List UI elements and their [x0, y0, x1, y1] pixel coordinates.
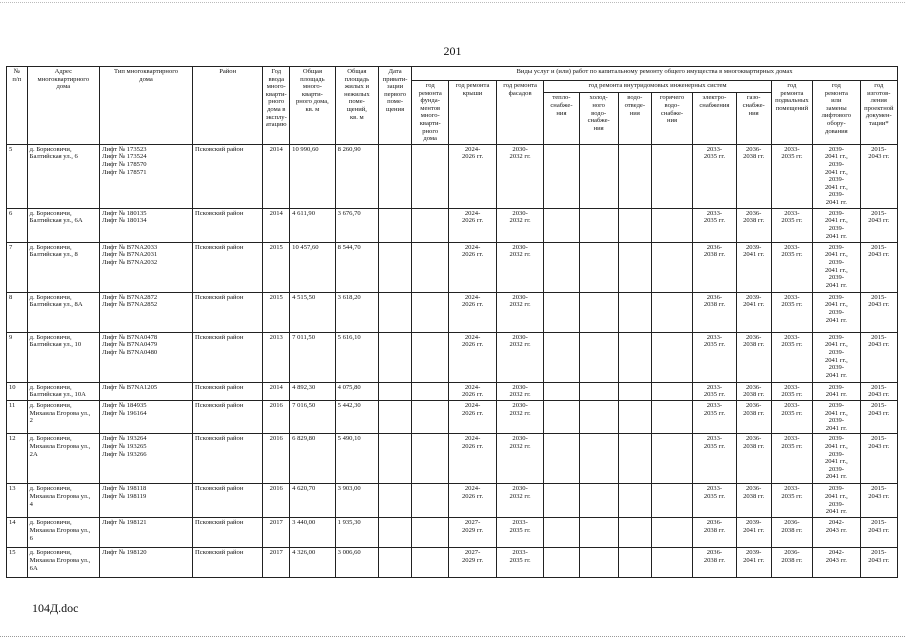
header-works-group: Виды услуг и (или) работ по капитальному ремонту общего имущества в многоквартирных домах [412, 67, 898, 81]
cell-foundation [412, 382, 449, 400]
cell-district: Псковский район [193, 484, 263, 518]
cell-cold-water [579, 144, 618, 208]
cell-foundation [412, 208, 449, 242]
cell-elevator: 2039- 2041 гг., 2039- 2041 гг. [813, 292, 861, 332]
cell-privatization-date [379, 242, 412, 292]
cell-year-commissioned: 2017 [263, 548, 290, 578]
cell-foundation [412, 144, 449, 208]
header-roof: год ремонта крыши [449, 81, 497, 145]
cell-foundation [412, 242, 449, 292]
cell-privatization-date [379, 144, 412, 208]
cell-number: 14 [7, 518, 28, 548]
cell-foundation [412, 400, 449, 433]
cell-design-docs: 2015- 2043 гг. [860, 382, 897, 400]
cell-elevator: 2042- 2043 гг. [813, 548, 861, 578]
cell-year-commissioned: 2014 [263, 382, 290, 400]
cell-residential-area: 1 935,30 [335, 518, 378, 548]
cell-design-docs: 2015- 2043 гг. [860, 242, 897, 292]
cell-elevator: 2039- 2041 гг., 2039- 2041 гг., 2039- 2041 гг. [813, 332, 861, 382]
cell-hot-water [651, 548, 692, 578]
header-address: Адрес многоквартирного дома [27, 67, 99, 145]
cell-roof: 2027- 2029 гг. [449, 518, 497, 548]
cell-sewer [618, 400, 651, 433]
cell-design-docs: 2015- 2043 гг. [860, 332, 897, 382]
cell-basement: 2036- 2038 гг. [771, 548, 812, 578]
cell-privatization-date [379, 382, 412, 400]
cell-address: д. Борисовичи, Михаила Егорова ул., 6 [27, 518, 99, 548]
cell-cold-water [579, 292, 618, 332]
cell-heat-supply [544, 242, 579, 292]
cell-number: 10 [7, 382, 28, 400]
cell-gas-supply: 2036- 2038 гг. [736, 484, 771, 518]
scan-edge-bottom [0, 636, 905, 637]
cell-sewer [618, 382, 651, 400]
cell-design-docs: 2015- 2043 гг. [860, 518, 897, 548]
document-filename: 104Д.doc [32, 601, 79, 615]
cell-total-area: 4 620,70 [290, 484, 335, 518]
cell-privatization-date [379, 518, 412, 548]
cell-heat-supply [544, 434, 579, 484]
cell-cold-water [579, 242, 618, 292]
header-elevator: год ремонта или замены лифтового обору- дования [813, 81, 861, 145]
cell-address: д. Борисовичи, Балтийская ул., 6 [27, 144, 99, 208]
cell-residential-area: 5 490,10 [335, 434, 378, 484]
cell-electric-supply: 2036- 2038 гг. [693, 518, 736, 548]
table-row [7, 484, 898, 518]
header-foundation: год ремонта фунда- ментов много- кварти- рного дома [412, 81, 449, 145]
header-sewer: водо- отведе- ния [618, 93, 651, 144]
cell-heat-supply [544, 292, 579, 332]
cell-heat-supply [544, 400, 579, 433]
repair-schedule-table [6, 66, 898, 578]
header-basement: год ремонта подвальных помещений [771, 81, 812, 145]
cell-year-commissioned: 2014 [263, 208, 290, 242]
cell-facade: 2030- 2032 гг. [496, 400, 544, 433]
cell-facade: 2033- 2035 гг. [496, 518, 544, 548]
cell-district: Псковский район [193, 434, 263, 484]
cell-residential-area: 5 616,10 [335, 332, 378, 382]
scan-edge-top [0, 2, 905, 3]
cell-number: 15 [7, 548, 28, 578]
cell-roof: 2024- 2026 гг. [449, 242, 497, 292]
cell-facade: 2030- 2032 гг. [496, 332, 544, 382]
cell-hot-water [651, 484, 692, 518]
cell-heat-supply [544, 484, 579, 518]
cell-total-area: 4 611,90 [290, 208, 335, 242]
cell-building-type: Лифт № 198121 [100, 518, 193, 548]
cell-year-commissioned: 2014 [263, 144, 290, 208]
cell-total-area: 10 457,60 [290, 242, 335, 292]
cell-cold-water [579, 434, 618, 484]
cell-elevator: 2039- 2041 гг., 2039- 2041 гг. [813, 208, 861, 242]
cell-heat-supply [544, 208, 579, 242]
cell-privatization-date [379, 332, 412, 382]
header-heat-supply: тепло- снабже- ния [544, 93, 579, 144]
cell-privatization-date [379, 434, 412, 484]
cell-basement: 2033- 2035 гг. [771, 144, 812, 208]
table-row [7, 208, 898, 242]
cell-total-area: 10 990,60 [290, 144, 335, 208]
cell-sewer [618, 484, 651, 518]
cell-gas-supply: 2036- 2038 гг. [736, 144, 771, 208]
cell-year-commissioned: 2017 [263, 518, 290, 548]
cell-electric-supply: 2036- 2038 гг. [693, 242, 736, 292]
cell-hot-water [651, 242, 692, 292]
cell-total-area: 4 515,50 [290, 292, 335, 332]
header-residential-area: Общая площадь жилых и нежилых поме- щений, кв. м [335, 67, 378, 145]
cell-cold-water [579, 208, 618, 242]
cell-design-docs: 2015- 2043 гг. [860, 208, 897, 242]
cell-hot-water [651, 208, 692, 242]
cell-facade: 2030- 2032 гг. [496, 144, 544, 208]
cell-elevator: 2039- 2041 гг., 2039- 2041 гг., 2039- 2041 гг. [813, 242, 861, 292]
header-gas-supply: газо- снабже- ния [736, 93, 771, 144]
cell-gas-supply: 2036- 2038 гг. [736, 434, 771, 484]
cell-elevator: 2039- 2041 гг., 2039- 2041 гг. [813, 484, 861, 518]
table-row [7, 242, 898, 292]
cell-building-type: Лифт № B7NA1205 [100, 382, 193, 400]
cell-cold-water [579, 400, 618, 433]
cell-total-area: 7 016,50 [290, 400, 335, 433]
cell-facade: 2033- 2035 гг. [496, 548, 544, 578]
cell-gas-supply: 2036- 2038 гг. [736, 332, 771, 382]
cell-elevator: 2039- 2041 гг., 2039- 2041 гг., 2039- 2041 гг. [813, 434, 861, 484]
cell-sewer [618, 292, 651, 332]
cell-address: д. Борисовичи, Михаила Егорова ул., 2 [27, 400, 99, 433]
cell-year-commissioned: 2016 [263, 434, 290, 484]
cell-electric-supply: 2033- 2035 гг. [693, 208, 736, 242]
cell-cold-water [579, 484, 618, 518]
cell-basement: 2033- 2035 гг. [771, 434, 812, 484]
cell-residential-area: 4 075,80 [335, 382, 378, 400]
cell-total-area: 6 829,80 [290, 434, 335, 484]
cell-heat-supply [544, 144, 579, 208]
cell-total-area: 4 892,30 [290, 382, 335, 400]
cell-district: Псковский район [193, 382, 263, 400]
cell-year-commissioned: 2015 [263, 292, 290, 332]
cell-year-commissioned: 2013 [263, 332, 290, 382]
cell-gas-supply: 2039- 2041 гг. [736, 292, 771, 332]
cell-basement: 2033- 2035 гг. [771, 208, 812, 242]
cell-number: 9 [7, 332, 28, 382]
cell-design-docs: 2015- 2043 гг. [860, 292, 897, 332]
cell-district: Псковский район [193, 208, 263, 242]
cell-electric-supply: 2033- 2035 гг. [693, 332, 736, 382]
cell-design-docs: 2015- 2043 гг. [860, 548, 897, 578]
cell-gas-supply: 2036- 2038 гг. [736, 382, 771, 400]
cell-sewer [618, 332, 651, 382]
cell-district: Псковский район [193, 518, 263, 548]
cell-roof: 2027- 2029 гг. [449, 548, 497, 578]
cell-hot-water [651, 144, 692, 208]
header-cold-water: холод- ного водо- снабже- ния [579, 93, 618, 144]
cell-privatization-date [379, 208, 412, 242]
header-total-area: Общая площадь много- кварти- рного дома, кв. м [290, 67, 335, 145]
cell-building-type: Лифт № B7NA2033 Лифт № B7NA2031 Лифт № B7NA2032 [100, 242, 193, 292]
cell-elevator: 2039- 2041 гг., 2039- 2041 гг., 2039- 2041 гг., 2039- 2041 гг. [813, 144, 861, 208]
cell-hot-water [651, 332, 692, 382]
cell-foundation [412, 332, 449, 382]
cell-basement: 2033- 2035 гг. [771, 484, 812, 518]
cell-residential-area: 5 442,30 [335, 400, 378, 433]
cell-facade: 2030- 2032 гг. [496, 382, 544, 400]
cell-hot-water [651, 434, 692, 484]
header-design-docs: год изготов- ления проектной докумен- тации* [860, 81, 897, 145]
cell-number: 8 [7, 292, 28, 332]
table-row [7, 400, 898, 433]
cell-building-type: Лифт № B7NA0478 Лифт № B7NA0479 Лифт № B7NA0480 [100, 332, 193, 382]
cell-residential-area: 3 618,20 [335, 292, 378, 332]
cell-sewer [618, 434, 651, 484]
cell-electric-supply: 2036- 2038 гг. [693, 292, 736, 332]
cell-roof: 2024- 2026 гг. [449, 144, 497, 208]
cell-foundation [412, 292, 449, 332]
header-hot-water: горячего водо- снабже- ния [651, 93, 692, 144]
table-row [7, 434, 898, 484]
header-building-type: Тип многоквартирного дома [100, 67, 193, 145]
cell-electric-supply: 2033- 2035 гг. [693, 434, 736, 484]
cell-roof: 2024- 2026 гг. [449, 400, 497, 433]
cell-roof: 2024- 2026 гг. [449, 332, 497, 382]
header-privatization-date: Дата привати- зации первого поме- щения [379, 67, 412, 145]
cell-gas-supply: 2039- 2041 гг. [736, 548, 771, 578]
cell-foundation [412, 484, 449, 518]
cell-residential-area: 8 260,90 [335, 144, 378, 208]
cell-year-commissioned: 2015 [263, 242, 290, 292]
cell-address: д. Борисовичи, Балтийская ул., 10А [27, 382, 99, 400]
cell-number: 12 [7, 434, 28, 484]
cell-roof: 2024- 2026 гг. [449, 484, 497, 518]
cell-facade: 2030- 2032 гг. [496, 242, 544, 292]
cell-district: Псковский район [193, 144, 263, 208]
cell-address: д. Борисовичи, Балтийская ул., 6А [27, 208, 99, 242]
cell-hot-water [651, 518, 692, 548]
header-engineering-group: год ремонта внутридомовых инженерных систем [544, 81, 771, 93]
cell-residential-area: 3 006,60 [335, 548, 378, 578]
cell-roof: 2024- 2026 гг. [449, 292, 497, 332]
cell-electric-supply: 2033- 2035 гг. [693, 400, 736, 433]
cell-basement: 2033- 2035 гг. [771, 382, 812, 400]
table-row [7, 548, 898, 578]
cell-building-type: Лифт № 198118 Лифт № 198119 [100, 484, 193, 518]
cell-building-type: Лифт № 184935 Лифт № 196164 [100, 400, 193, 433]
table-row [7, 292, 898, 332]
cell-number: 11 [7, 400, 28, 433]
cell-gas-supply: 2039- 2041 гг. [736, 242, 771, 292]
cell-gas-supply: 2036- 2038 гг. [736, 400, 771, 433]
page-number: 201 [443, 44, 462, 58]
cell-district: Псковский район [193, 292, 263, 332]
cell-roof: 2024- 2026 гг. [449, 208, 497, 242]
cell-heat-supply [544, 332, 579, 382]
cell-sewer [618, 518, 651, 548]
cell-cold-water [579, 332, 618, 382]
cell-gas-supply: 2039- 2041 гг. [736, 518, 771, 548]
header-year-commissioned: Год ввода много- кварти- рного дома в эксплу- атацию [263, 67, 290, 145]
cell-hot-water [651, 382, 692, 400]
cell-residential-area: 3 903,00 [335, 484, 378, 518]
cell-total-area: 4 326,00 [290, 548, 335, 578]
cell-privatization-date [379, 400, 412, 433]
cell-design-docs: 2015- 2043 гг. [860, 144, 897, 208]
cell-total-area: 7 011,50 [290, 332, 335, 382]
cell-heat-supply [544, 382, 579, 400]
cell-address: д. Борисовичи, Михаила Егорова ул., 4 [27, 484, 99, 518]
header-number: № п/п [7, 67, 28, 145]
cell-number: 13 [7, 484, 28, 518]
cell-address: д. Борисовичи, Михаила Егорова ул., 2А [27, 434, 99, 484]
cell-number: 7 [7, 242, 28, 292]
cell-cold-water [579, 548, 618, 578]
cell-electric-supply: 2036- 2038 гг. [693, 548, 736, 578]
cell-address: д. Борисовичи, Балтийская ул., 10 [27, 332, 99, 382]
cell-electric-supply: 2033- 2035 гг. [693, 484, 736, 518]
cell-foundation [412, 434, 449, 484]
cell-privatization-date [379, 548, 412, 578]
cell-building-type: Лифт № 180135 Лифт № 180134 [100, 208, 193, 242]
cell-building-type: Лифт № 173523 Лифт № 173524 Лифт № 178570 Лифт № 178571 [100, 144, 193, 208]
cell-design-docs: 2015- 2043 гг. [860, 400, 897, 433]
cell-elevator: 2042- 2043 гг. [813, 518, 861, 548]
cell-sewer [618, 144, 651, 208]
table-row [7, 518, 898, 548]
cell-elevator: 2039- 2041 гг. [813, 382, 861, 400]
cell-basement: 2033- 2035 гг. [771, 332, 812, 382]
cell-address: д. Борисовичи, Михаила Егорова ул., 6А [27, 548, 99, 578]
cell-number: 5 [7, 144, 28, 208]
cell-sewer [618, 242, 651, 292]
cell-privatization-date [379, 292, 412, 332]
cell-hot-water [651, 292, 692, 332]
cell-sewer [618, 548, 651, 578]
cell-foundation [412, 518, 449, 548]
cell-district: Псковский район [193, 242, 263, 292]
cell-heat-supply [544, 518, 579, 548]
cell-facade: 2030- 2032 гг. [496, 208, 544, 242]
cell-electric-supply: 2033- 2035 гг. [693, 144, 736, 208]
cell-gas-supply: 2036- 2038 гг. [736, 208, 771, 242]
cell-facade: 2030- 2032 гг. [496, 434, 544, 484]
cell-sewer [618, 208, 651, 242]
table-row [7, 382, 898, 400]
cell-building-type: Лифт № B7NA2872 Лифт № B7NA2852 [100, 292, 193, 332]
cell-residential-area: 3 676,70 [335, 208, 378, 242]
cell-roof: 2024- 2026 гг. [449, 434, 497, 484]
cell-address: д. Борисовичи, Балтийская ул., 8А [27, 292, 99, 332]
table-row [7, 144, 898, 208]
header-electric-supply: электро- снабжения [693, 93, 736, 144]
cell-facade: 2030- 2032 гг. [496, 484, 544, 518]
cell-total-area: 3 440,00 [290, 518, 335, 548]
cell-electric-supply: 2033- 2035 гг. [693, 382, 736, 400]
cell-design-docs: 2015- 2043 гг. [860, 484, 897, 518]
cell-basement: 2033- 2035 гг. [771, 292, 812, 332]
cell-cold-water [579, 382, 618, 400]
header-district: Район [193, 67, 263, 145]
cell-year-commissioned: 2016 [263, 400, 290, 433]
cell-address: д. Борисовичи, Балтийская ул., 8 [27, 242, 99, 292]
cell-elevator: 2039- 2041 гг., 2039- 2041 гг. [813, 400, 861, 433]
cell-roof: 2024- 2026 гг. [449, 382, 497, 400]
cell-basement: 2033- 2035 гг. [771, 242, 812, 292]
cell-building-type: Лифт № 193264 Лифт № 193265 Лифт № 193266 [100, 434, 193, 484]
cell-building-type: Лифт № 198120 [100, 548, 193, 578]
cell-district: Псковский район [193, 332, 263, 382]
cell-residential-area: 8 544,70 [335, 242, 378, 292]
header-facade: год ремонта фасадов [496, 81, 544, 145]
table-body [7, 144, 898, 578]
cell-district: Псковский район [193, 548, 263, 578]
cell-foundation [412, 548, 449, 578]
cell-district: Псковский район [193, 400, 263, 433]
cell-facade: 2030- 2032 гг. [496, 292, 544, 332]
cell-year-commissioned: 2016 [263, 484, 290, 518]
table-row [7, 332, 898, 382]
cell-basement: 2036- 2038 гг. [771, 518, 812, 548]
cell-heat-supply [544, 548, 579, 578]
cell-privatization-date [379, 484, 412, 518]
cell-number: 6 [7, 208, 28, 242]
cell-basement: 2033- 2035 гг. [771, 400, 812, 433]
cell-cold-water [579, 518, 618, 548]
cell-hot-water [651, 400, 692, 433]
cell-design-docs: 2015- 2043 гг. [860, 434, 897, 484]
